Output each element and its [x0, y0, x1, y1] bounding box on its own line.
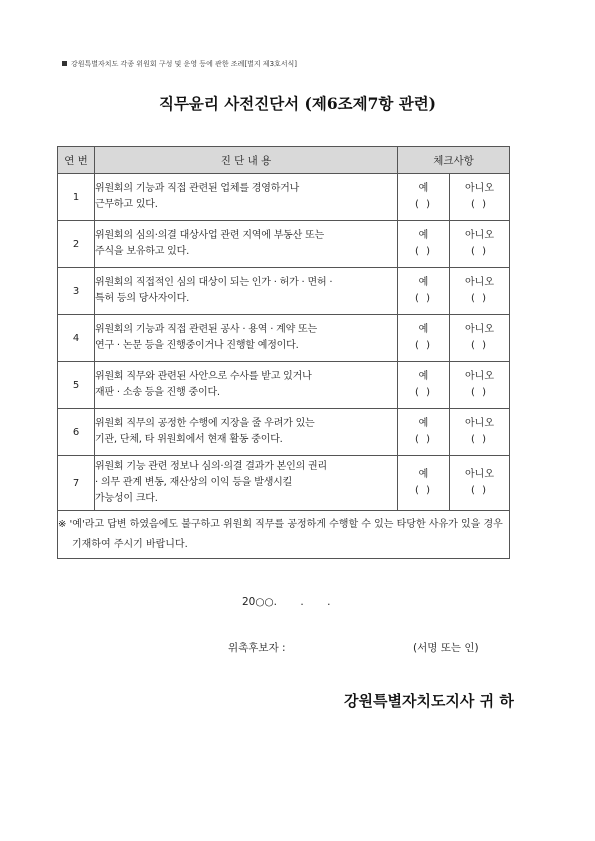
check-yes-cell[interactable]	[398, 409, 450, 456]
check-no-label: 아니오	[465, 324, 494, 335]
row-content-line: 가능성이 크다.	[95, 493, 158, 504]
check-no-label: 아니오	[465, 371, 494, 382]
check-no-box[interactable]: ( )	[471, 246, 488, 257]
check-no-cell[interactable]	[450, 315, 510, 362]
square-bullet-icon	[62, 61, 67, 66]
row-number: 6	[58, 409, 95, 456]
applicant-label: 위촉후보자 :	[228, 642, 286, 654]
diagnosis-table	[57, 146, 510, 559]
check-no-box[interactable]: ( )	[471, 199, 488, 210]
row-number: 7	[58, 456, 95, 511]
check-yes-box[interactable]: ( )	[415, 485, 432, 496]
check-yes-box[interactable]: ( )	[415, 340, 432, 351]
table-header-row	[58, 147, 510, 174]
check-yes-label: 예	[418, 469, 429, 480]
check-no-label: 아니오	[465, 469, 494, 480]
check-no-cell[interactable]	[450, 221, 510, 268]
row-content	[95, 315, 398, 362]
row-number: 5	[58, 362, 95, 409]
column-header-content: 진 단 내 용	[95, 147, 398, 174]
row-content	[95, 409, 398, 456]
check-yes-cell[interactable]	[398, 174, 450, 221]
row-content	[95, 268, 398, 315]
form-reference-note	[62, 59, 297, 69]
check-no-cell[interactable]	[450, 362, 510, 409]
check-yes-label: 예	[418, 324, 429, 335]
row-content	[95, 456, 398, 511]
row-content-line: 주식을 보유하고 있다.	[95, 246, 190, 257]
check-no-box[interactable]: ( )	[471, 434, 488, 445]
check-yes-cell[interactable]	[398, 221, 450, 268]
check-yes-cell[interactable]	[398, 268, 450, 315]
row-content-line: 위원회 기능 관련 정보나 심의·의결 결과가 본인의 권리	[95, 461, 327, 472]
note-text: ※ '예'라고 답변 하였음에도 불구하고 위원회 직무를 공정하게 수행할 수 있는 타당한 사유가 있을 경우 기재하여 주시기 바랍니다.	[58, 518, 503, 550]
check-yes-box[interactable]: ( )	[415, 387, 432, 398]
signature-label: (서명 또는 인)	[413, 642, 479, 654]
note-row	[58, 511, 510, 559]
check-no-box[interactable]: ( )	[471, 340, 488, 351]
check-no-label: 아니오	[465, 230, 494, 241]
table-row	[58, 268, 510, 315]
check-yes-label: 예	[418, 418, 429, 429]
row-content	[95, 174, 398, 221]
row-number: 1	[58, 174, 95, 221]
row-content-line: 연구 · 논문 등을 진행중이거나 진행할 예정이다.	[95, 340, 299, 351]
check-yes-label: 예	[418, 230, 429, 241]
note-cell	[58, 511, 510, 559]
check-yes-cell[interactable]	[398, 362, 450, 409]
row-content-line: 재판 · 소송 등을 진행 중이다.	[95, 387, 220, 398]
addressee: 강원특별자치도지사 귀 하	[344, 692, 514, 710]
row-number: 4	[58, 315, 95, 362]
table-row	[58, 221, 510, 268]
check-no-label: 아니오	[465, 418, 494, 429]
form-reference-text: 강원특별자치도 각종 위원회 구성 및 운영 등에 관한 조례[별지 제3호서식]	[71, 60, 298, 68]
check-no-label: 아니오	[465, 277, 494, 288]
check-yes-box[interactable]: ( )	[415, 199, 432, 210]
row-content-line: 위원회 직무의 공정한 수행에 지장을 줄 우려가 있는	[95, 418, 315, 429]
row-content	[95, 362, 398, 409]
check-no-cell[interactable]	[450, 268, 510, 315]
row-content-line: 위원회의 기능과 직접 관련된 공사 · 용역 · 계약 또는	[95, 324, 317, 335]
table-body	[58, 174, 510, 559]
check-yes-label: 예	[418, 183, 429, 194]
row-content-line: 기관, 단체, 타 위원회에서 현재 활동 중이다.	[95, 434, 283, 445]
table-row	[58, 456, 510, 511]
check-no-label: 아니오	[465, 183, 494, 194]
check-yes-box[interactable]: ( )	[415, 293, 432, 304]
row-content-line: 특허 등의 당사자이다.	[95, 293, 190, 304]
check-no-box[interactable]: ( )	[471, 387, 488, 398]
row-content-line: · 의무 관계 변동, 재산상의 이익 등을 발생시킬	[95, 477, 293, 488]
check-no-box[interactable]: ( )	[471, 485, 488, 496]
check-yes-cell[interactable]	[398, 315, 450, 362]
check-no-box[interactable]: ( )	[471, 293, 488, 304]
date-line: 20○○. . .	[242, 596, 331, 608]
check-no-cell[interactable]	[450, 409, 510, 456]
column-header-check: 체크사항	[398, 147, 510, 174]
column-header-number: 연 번	[58, 147, 95, 174]
check-yes-box[interactable]: ( )	[415, 434, 432, 445]
check-yes-cell[interactable]	[398, 456, 450, 511]
row-content-line: 위원회의 직접적인 심의 대상이 되는 인가 · 허가 · 면허 ·	[95, 277, 333, 288]
row-content-line: 근무하고 있다.	[95, 199, 158, 210]
check-no-cell[interactable]	[450, 456, 510, 511]
row-number: 3	[58, 268, 95, 315]
check-no-cell[interactable]	[450, 174, 510, 221]
check-yes-label: 예	[418, 371, 429, 382]
row-number: 2	[58, 221, 95, 268]
check-yes-box[interactable]: ( )	[415, 246, 432, 257]
row-content-line: 위원회의 심의·의결 대상사업 관련 지역에 부동산 또는	[95, 230, 324, 241]
table-row	[58, 409, 510, 456]
table-row	[58, 174, 510, 221]
page-title: 직무윤리 사전진단서 (제6조제7항 관련)	[158, 94, 437, 113]
row-content-line: 위원회 직무와 관련된 사안으로 수사를 받고 있거나	[95, 371, 312, 382]
table-row	[58, 315, 510, 362]
check-yes-label: 예	[418, 277, 429, 288]
row-content	[95, 221, 398, 268]
row-content-line: 위원회의 기능과 직접 관련된 업체를 경영하거나	[95, 183, 300, 194]
table-row	[58, 362, 510, 409]
